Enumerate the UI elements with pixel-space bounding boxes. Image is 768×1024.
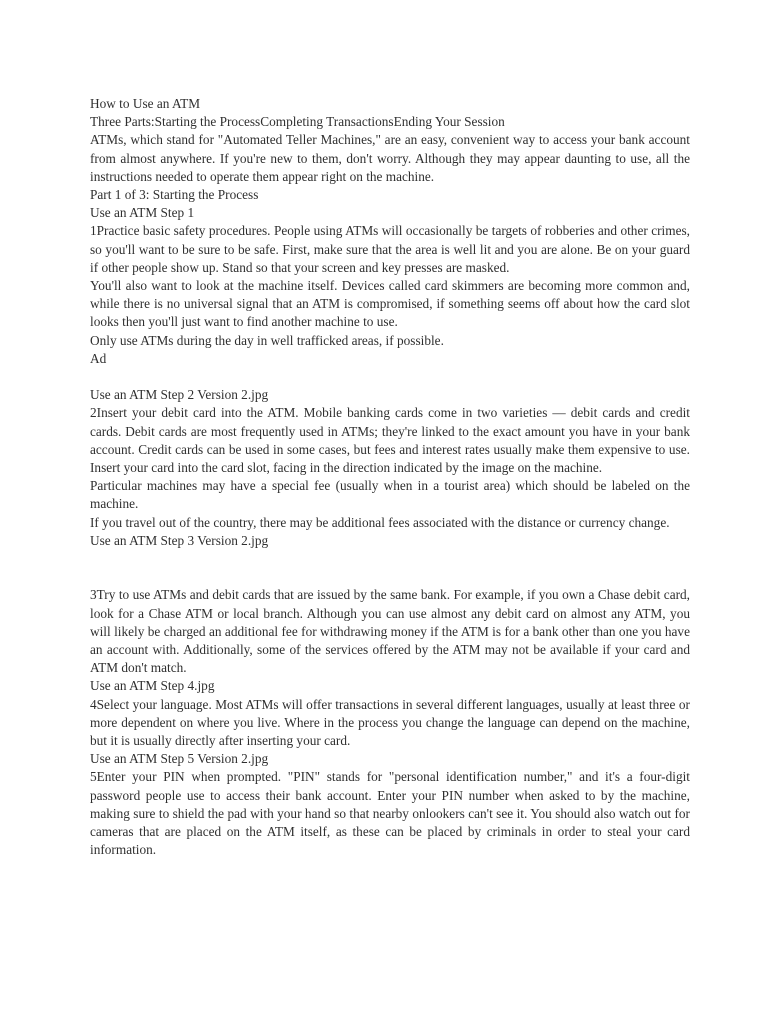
step2-image-label: Use an ATM Step 2 Version 2.jpg	[90, 387, 269, 403]
document-body	[90, 95, 690, 859]
ad-label: Ad	[90, 350, 107, 366]
document-title: How to Use an ATM	[90, 96, 201, 111]
step2-paragraph: 2Insert your debit card into the ATM. Mobile banking cards come in two varieties — debit cards and credit cards. Debit cards are most frequently used in ATMs; they're linked to the exact amount you have in your bank account. Credit cards can be used in some cases, but fees and interest rates usually make them expensive to use. Insert your card into the card slot, facing in the direction indicated by the image on the machine.	[90, 405, 690, 476]
step2-tip-2: If you travel out of the country, there may be additional fees associated with the distance or currency change.	[90, 514, 670, 530]
step5-paragraph: 5Enter your PIN when prompted. "PIN" stands for "personal identification number," and it's a four-digit password people use to access their bank account. Enter your PIN number when asked to by the machine, making sure to shield the pad with your hand so that nearby onlookers can't see it. You should also watch out for cameras that are placed on the ATM itself, as these can be placed by criminals in order to steal your card information.	[90, 769, 690, 858]
spacer	[90, 550, 690, 568]
step3-paragraph: 3Try to use ATMs and debit cards that are issued by the same bank. For example, if you own a Chase debit card, look for a Chase ATM or local branch. Although you can use almost any debit card on almost any ATM, you will likely be charged an additional fee for withdrawing money if the ATM is for a bank other than one you have an account with. Additionally, some of the services offered by the ATM may not be available if your card and ATM don't match.	[90, 587, 690, 676]
step4-paragraph: 4Select your language. Most ATMs will offer transactions in several different languages, usually at least three or more dependent on where you live. Where in the process you change the language can depend on the machine, but it is usually directly after inserting your card.	[90, 696, 690, 749]
spacer	[90, 568, 690, 586]
step4-image-label: Use an ATM Step 4.jpg	[90, 678, 215, 694]
step1-image-label: Use an ATM Step 1	[90, 205, 195, 221]
step1-tip-1: You'll also want to look at the machine itself. Devices called card skimmers are becoming more common and, while there is no universal signal that an ATM is compromised, if something seems off about how the card slot looks then you'll just want to find another machine to use.	[90, 278, 690, 330]
intro-paragraph: ATMs, which stand for "Automated Teller Machines," are an easy, convenient way to access your bank account from almost anywhere. If you're new to them, don't worry. Although they may appear daunting to use, all the instructions needed to operate them appear right on the machine.	[90, 132, 690, 184]
parts-line: Three Parts:Starting the ProcessCompleting TransactionsEnding Your Session	[90, 114, 505, 130]
spacer	[90, 368, 690, 386]
step5-image-label: Use an ATM Step 5 Version 2.jpg	[90, 751, 269, 767]
part-heading: Part 1 of 3: Starting the Process	[90, 187, 259, 203]
step2-tip-1: Particular machines may have a special fee (usually when in a tourist area) which should be labeled on the machine.	[90, 478, 690, 512]
step1-tip-2: Only use ATMs during the day in well trafficked areas, if possible.	[90, 332, 444, 348]
step1-paragraph: 1Practice basic safety procedures. People using ATMs will occasionally be targets of robberies and other crimes, so you'll want to be sure to be safe. First, make sure that the area is well lit and you are alone. Be on your guard if other people show up. Stand so that your screen and key presses are masked.	[90, 223, 690, 275]
step3-image-label: Use an ATM Step 3 Version 2.jpg	[90, 532, 269, 548]
